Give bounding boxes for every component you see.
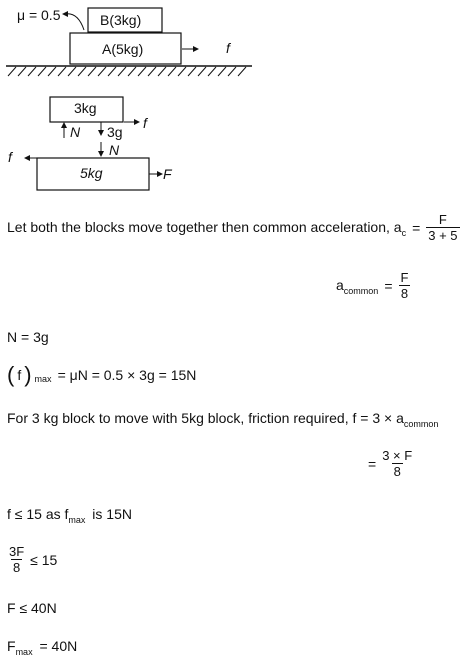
friction-left-label: f [8,149,12,165]
bottom-block-label: 5kg [80,165,103,181]
block-a-label: A(5kg) [102,41,144,57]
acceleration-fraction: $\frac{F}{3 + 5}$ [428,212,458,243]
force-label: f [226,40,230,56]
block-b-label: B(3kg) [100,12,142,28]
friction-left-head [24,155,30,161]
3f-8-fraction: $\frac{3F}{8}$ [9,544,25,575]
line-normal: N = 3g [7,329,49,345]
normal-down-label: N [109,142,120,158]
line-3f-over-8: = $\frac{3 \times F}{8}$ [368,448,413,479]
normal-up-head [61,122,67,128]
weight-label: 3g [107,124,123,140]
mu-label: μ = 0.5 [17,7,61,23]
friction-right-label: f [143,115,147,131]
acceleration-eq: = [412,219,421,236]
diagram-2 [0,90,474,200]
line-friction-required: For 3 kg block to move with 5kg block, friction required, $f = 3 \times a_{common}$ [7,410,439,429]
3f-over-8-fraction: $\frac{3 \times F}{8}$ [382,448,413,479]
normal-down-head [98,151,104,157]
applied-force-label: F [163,166,172,182]
line-fmax: ( f ) max = μN = 0.5 × 3g = 15N [7,362,197,387]
acceleration-text: Let both the blocks move together then common acceleration, $a_c$ [7,218,407,238]
ground-hatch [8,67,246,76]
line-f-le-15: f ≤ 15 as $f_{max}$ is 15N [7,506,132,525]
a-common-fraction: $\frac{F}{8}$ [400,270,409,301]
weight-head [98,130,104,136]
line-f-le-40: F ≤ 40N [7,600,57,616]
friction-right-head [134,119,140,125]
line-acceleration [7,212,460,243]
mu-pointer-head [62,11,68,17]
diagram-1 [0,0,474,90]
normal-up-label: N [70,124,81,140]
force-arrow-head [193,46,199,52]
top-block-label: 3kg [74,100,97,116]
line-fmax-40: $F_{max} = 40N$ [7,638,78,657]
line-3f8-le-15: $\frac{3F}{8}$ ≤ 15 [9,544,58,575]
line-a-common: $a_{common}$ = $\frac{F}{8}$ [336,270,409,301]
